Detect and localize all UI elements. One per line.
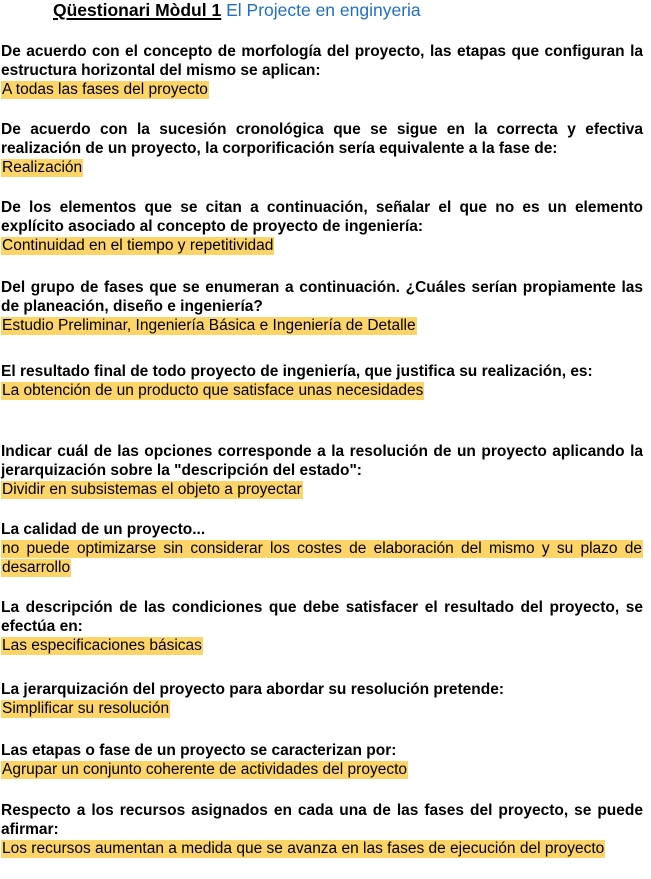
question-2: De acuerdo con la sucesión cronológica que se sigue en la correcta y efectiva realización de un proyecto, la corporificación sería equivalente a la fase de: [1, 121, 643, 157]
qa-item-1 [0, 42, 643, 99]
qa-item-9 [0, 680, 643, 718]
answer-1-text: A todas las fases del proyecto [2, 81, 208, 98]
answer-2-text: Realización [2, 159, 83, 176]
question-6: Indicar cuál de las opciones corresponde a la resolución de un proyecto aplicando la jerarquización sobre la "descripción del estado": [1, 443, 643, 479]
answer-11 [0, 839, 643, 858]
qa-item-10 [0, 741, 643, 779]
answer-7 [0, 539, 643, 577]
title-module: Qüestionari Mòdul 1 [53, 0, 222, 20]
question-5: El resultado final de todo proyecto de ingeniería, que justifica su realización, es: [1, 363, 593, 380]
question-7: La calidad de un proyecto... [1, 521, 206, 538]
answer-10 [0, 760, 643, 779]
qa-item-6 [0, 442, 643, 499]
answer-9-text: Simplificar su resolución [2, 700, 170, 717]
question-9: La jerarquización del proyecto para abordar su resolución pretende: [1, 681, 505, 698]
answer-5-text: La obtención de un producto que satisface unas necesidades [2, 382, 424, 399]
qa-item-3 [0, 198, 643, 255]
question-3: De los elementos que se citan a continuación, señalar el que no es un elemento explícito asociado al concepto de proyecto de ingeniería: [1, 199, 643, 235]
answer-8-text: Las especificaciones básicas [2, 637, 202, 654]
answer-6 [0, 480, 643, 499]
question-4: Del grupo de fases que se enumeran a continuación. ¿Cuáles serían propiamente las de planeación, diseño e ingeniería? [1, 279, 643, 315]
answer-1 [0, 80, 643, 99]
answer-4 [0, 316, 643, 335]
answer-10-text: Agrupar un conjunto coherente de actividades del proyecto [2, 761, 407, 778]
answer-4-text: Estudio Preliminar, Ingeniería Básica e Ingeniería de Detalle [2, 317, 416, 334]
question-10: Las etapas o fase de un proyecto se caracterizan por: [1, 742, 397, 759]
question-8: La descripción de las condiciones que debe satisfacer el resultado del proyecto, se efectúa en: [1, 599, 643, 635]
qa-item-5 [0, 362, 643, 400]
question-1: De acuerdo con el concepto de morfología del proyecto, las etapas que configuran la estructura horizontal del mismo se aplican: [1, 43, 643, 79]
answer-3 [0, 236, 643, 255]
answer-2 [0, 158, 643, 177]
answer-5 [0, 381, 643, 400]
answer-11-text: Los recursos aumentan a medida que se avanza en las fases de ejecución del proyecto [2, 840, 605, 857]
answer-8 [0, 636, 643, 655]
question-11: Respecto a los recursos asignados en cada una de las fases del proyecto, se puede afirmar: [1, 802, 643, 838]
answer-6-text: Dividir en subsistemas el objeto a proyectar [2, 481, 302, 498]
qa-item-7 [0, 520, 643, 577]
qa-item-8 [0, 598, 643, 655]
answer-3-text: Continuidad en el tiempo y repetitividad [2, 237, 274, 254]
answer-9 [0, 699, 643, 718]
qa-item-11 [0, 801, 643, 858]
qa-item-4 [0, 278, 643, 335]
qa-item-2 [0, 120, 643, 177]
document-title [53, 0, 421, 21]
title-subject: El Projecte en enginyeria [226, 0, 421, 20]
answer-7-text: no puede optimizarse sin considerar los costes de elaboración del mismo y su plazo de desarrollo [2, 540, 642, 576]
